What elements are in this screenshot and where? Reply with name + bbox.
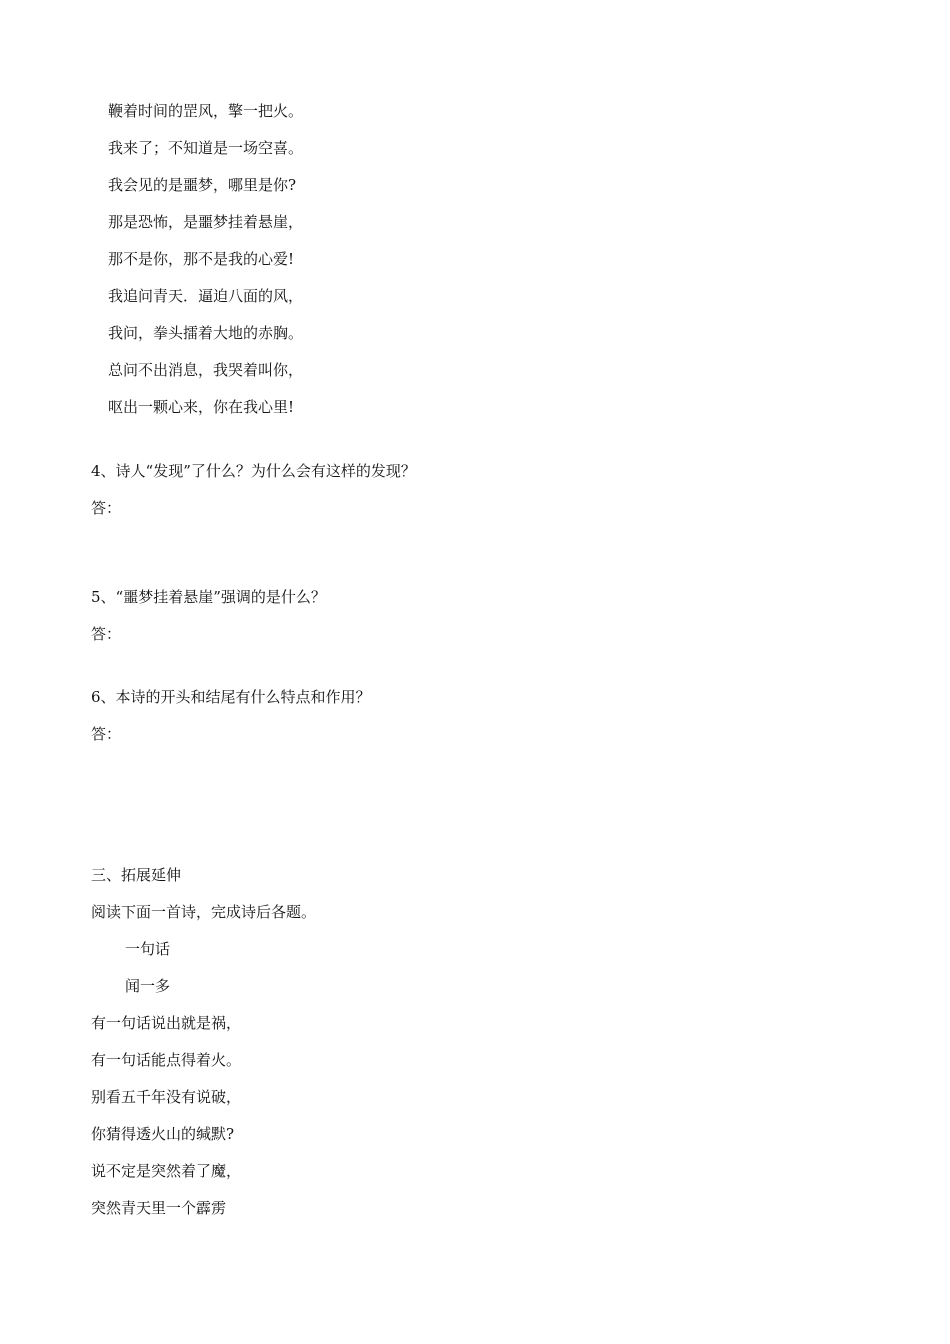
answer-label: 答： (91, 725, 122, 743)
poem-line: 我问，拳头擂着大地的赤胸。 (108, 324, 304, 342)
poem-title: 一句话 (125, 940, 171, 958)
poem-line: 有一句话说出就是祸， (91, 1014, 242, 1032)
question-prompt: 6、本诗的开头和结尾有什么特点和作用？ (91, 688, 371, 706)
poem-line: 突然青天里一个霹雳 (91, 1199, 227, 1217)
poem-line: 鞭着时间的罡风，擎一把火。 (108, 102, 304, 120)
answer-label: 答： (91, 499, 122, 517)
section-instruction: 阅读下面一首诗，完成诗后各题。 (91, 903, 317, 921)
question-prompt: 5、“噩梦挂着悬崖”强调的是什么？ (91, 588, 326, 606)
section-heading: 三、拓展延伸 (91, 866, 182, 884)
answer-label: 答： (91, 625, 122, 643)
poem-line: 我会见的是噩梦，哪里是你? (108, 176, 297, 194)
poem-line: 你猜得透火山的缄默? (91, 1125, 235, 1143)
poem-line: 那是恐怖，是噩梦挂着悬崖， (108, 213, 304, 231)
poem-line: 那不是你，那不是我的心爱! (108, 250, 295, 268)
question-prompt: 4、诗人“发现”了什么？为什么会有这样的发现？ (91, 462, 416, 480)
poem-line: 呕出一颗心来，你在我心里! (108, 398, 295, 416)
poem-line: 我来了；不知道是一场空喜。 (108, 139, 304, 157)
poem-line: 说不定是突然着了魔， (91, 1162, 242, 1180)
poem-line: 我追问青天．逼迫八面的风， (108, 287, 304, 305)
poem-line: 有一句话能点得着火。 (91, 1051, 242, 1069)
poem-line: 总问不出消息，我哭着叫你， (108, 361, 304, 379)
poem-line: 别看五千年没有说破， (91, 1088, 242, 1106)
poem-author: 闻一多 (125, 977, 171, 995)
